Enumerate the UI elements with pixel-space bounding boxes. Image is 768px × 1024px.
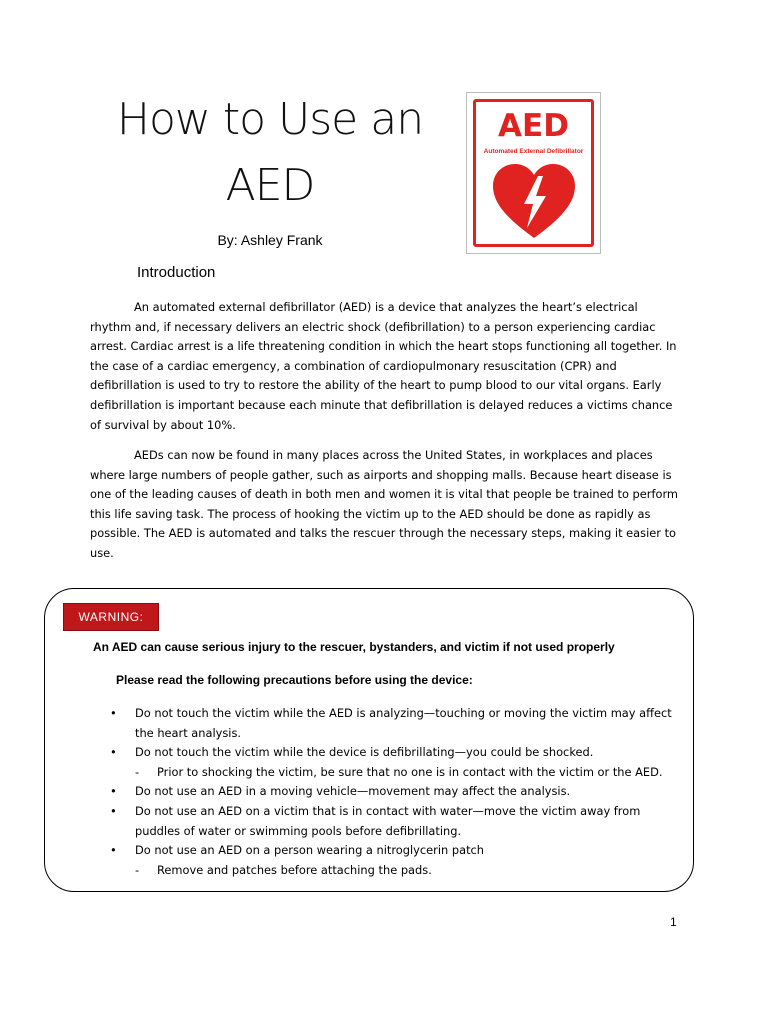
heart-lightning-icon — [491, 162, 577, 240]
intro-paragraph-2: AEDs can now be found in many places across the United States, in workplaces and places where large numbers of people gather, such as airports and shopping malls. Because heart disease is one of the leading causes of death in both men and women it is vital that people be trained to perform this life saving task. The process of hooking the victim up to the AED should be done as rapidly as possible. The AED is automated and talks the rescuer through the necessary steps, making it easier to use. — [90, 448, 679, 560]
page-number: 1 — [670, 915, 677, 929]
bullet-icon: • — [110, 706, 117, 720]
bullet-icon: • — [110, 784, 117, 799]
list-item — [110, 802, 680, 841]
list-item — [110, 841, 680, 880]
list-subitem — [135, 763, 680, 783]
dash-icon: - — [135, 764, 140, 779]
list-item-text: Do not use an AED in a moving vehicle—movement may affect the analysis. — [135, 784, 571, 799]
bullet-icon: • — [110, 803, 117, 818]
list-subitem-text: Remove and patches before attaching the pads. — [157, 862, 432, 877]
warning-subheading: Please read the following precautions before using the device: — [116, 673, 473, 687]
list-item — [110, 704, 680, 743]
aed-sign-frame — [473, 99, 594, 247]
warning-headline: An AED can cause serious injury to the rescuer, bystanders, and victim if not used properly — [93, 640, 615, 654]
list-item-text: Do not use an AED on a person wearing a nitroglycerin patch — [135, 843, 485, 858]
bullet-icon: • — [110, 745, 117, 760]
page-title-line-1: How to Use an — [116, 94, 424, 145]
dash-icon: - — [135, 862, 140, 877]
page-title-line-2: AED — [225, 160, 315, 211]
author-byline: By: Ashley Frank — [217, 232, 323, 248]
introduction-heading: Introduction — [137, 264, 216, 281]
list-item — [110, 743, 680, 782]
precautions-list — [110, 704, 680, 880]
list-subitem — [135, 861, 680, 881]
list-item-text: Do not touch the victim while the AED is analyzing—touching or moving the victim may affect the heart analysis. — [135, 706, 672, 740]
list-item-text: Do not use an AED on a victim that is in contact with water—move the victim away from puddles of water or swimming pools before defibrillating. — [135, 803, 641, 838]
warning-label: WARNING: — [64, 604, 158, 630]
aed-sign-word: AED — [498, 108, 569, 144]
aed-sign-image — [466, 92, 601, 254]
list-item — [110, 782, 680, 802]
list-item-text: Do not touch the victim while the device is defibrillating—you could be shocked. — [135, 745, 594, 760]
bullet-icon: • — [110, 843, 117, 858]
list-subitem-text: Prior to shocking the victim, be sure that no one is in contact with the victim or the AED. — [157, 764, 663, 779]
intro-paragraph-1: An automated external defibrillator (AED) is a device that analyzes the heart’s electrical rhythm and, if necessary delivers an electric shock (defibrillation) to a person experiencing cardiac arrest. Cardiac arrest is a life threatening condition in which the heart stops functioning all together. In the case of a cardiac emergency, a combination of cardiopulmonary resuscitation (CPR) and defibrillation is used to try to restore the ability of the heart to pump blood to our vital organs. Early defibrillation is important because each minute that defibrillation is delayed reduces a victims chance of survival by about 10%. — [90, 300, 677, 432]
aed-sign-subtitle: Automated External Defibrillator — [483, 148, 584, 155]
